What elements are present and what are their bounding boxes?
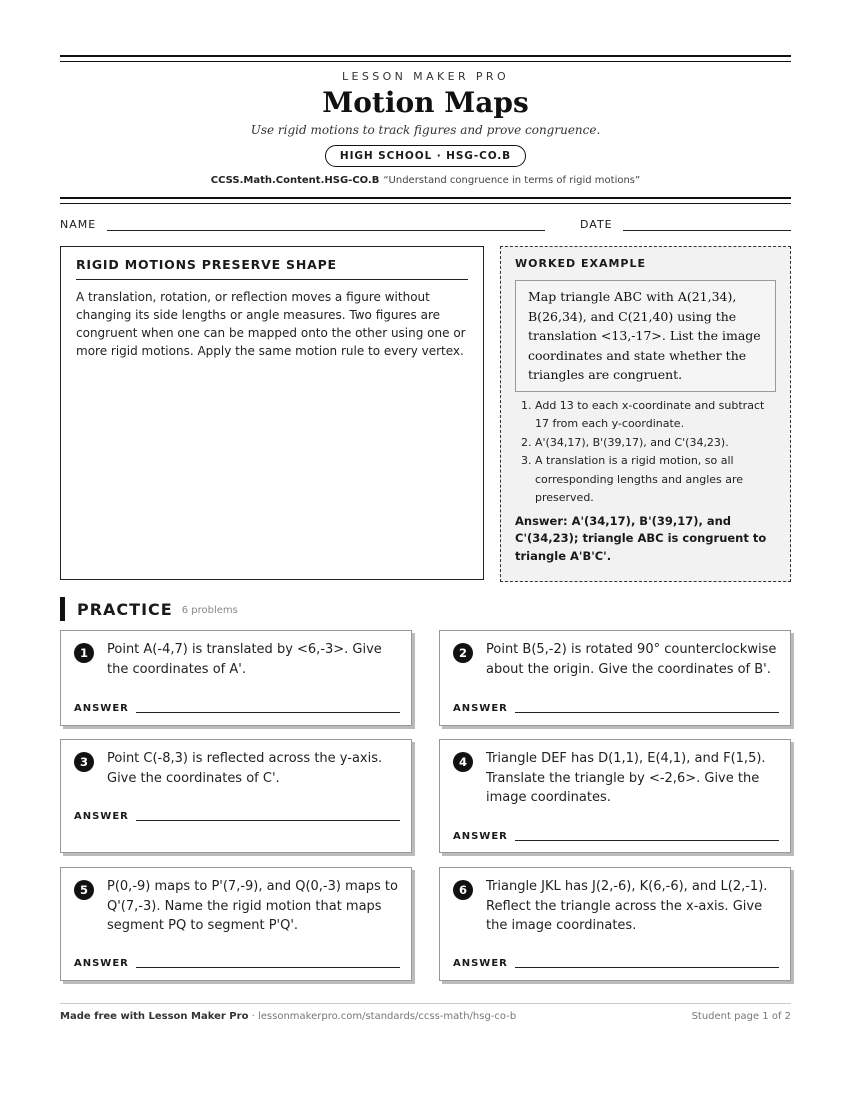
answer-label: ANSWER	[74, 958, 129, 969]
problem-text: Triangle DEF has D(1,1), E(4,1), and F(1,5). Translate the triangle by <-2,6>. Give the image coordinates.	[486, 751, 766, 805]
practice-count: 6 problems	[181, 605, 238, 616]
problem-number-badge: 4	[453, 752, 473, 772]
practice-accent-bar	[60, 597, 65, 621]
concept-box	[60, 246, 484, 580]
name-field[interactable]	[107, 230, 545, 231]
footer-separator: ·	[248, 1011, 258, 1022]
page-footer	[60, 1003, 791, 1022]
worked-example-answer: Answer: A'(34,17), B'(39,17), and C'(34,23); triangle ABC is congruent to triangle A'B'C'.	[515, 513, 767, 563]
answer-label: ANSWER	[74, 811, 129, 822]
footer-made-with: Made free with Lesson Maker Pro	[60, 1011, 249, 1022]
problem-number-badge: 6	[453, 880, 473, 900]
answer-label: ANSWER	[74, 703, 129, 714]
answer-label: ANSWER	[453, 958, 508, 969]
answer-field-1[interactable]	[136, 712, 400, 713]
problem-number-badge: 5	[74, 880, 94, 900]
problem-number-badge: 1	[74, 643, 94, 663]
problem-text: Point B(5,-2) is rotated 90° counterclockwise about the origin. Give the coordinates of B'.	[486, 642, 777, 677]
footer-page-number: Student page 1 of 2	[691, 1011, 791, 1022]
standard-code: CCSS.Math.Content.HSG-CO.B	[210, 175, 380, 186]
answer-field-6[interactable]	[515, 967, 779, 968]
problem-number-badge: 3	[74, 752, 94, 772]
concept-body: A translation, rotation, or reflection moves a figure without changing its side lengths or angle measures. Two figures are congruent when one can be mapped onto the other using one or more rigid motions. Apply the same motion rule to every vertex.	[76, 290, 466, 358]
footer-url[interactable]: lessonmakerpro.com/standards/ccss-math/hsg-co-b	[257, 1011, 517, 1022]
problem-card-2	[439, 630, 791, 726]
date-field[interactable]	[623, 230, 791, 231]
worked-example-steps	[515, 397, 776, 508]
problem-card-5	[60, 867, 412, 981]
problem-card-4	[439, 739, 791, 853]
header-double-rule	[60, 197, 791, 204]
problem-card-1	[60, 630, 412, 726]
answer-field-3[interactable]	[136, 820, 400, 821]
worked-example-step: 2. A'(34,17), B'(39,17), and C'(34,23).	[535, 434, 776, 453]
lesson-top-section	[60, 246, 791, 582]
name-label: NAME	[60, 218, 97, 231]
practice-title: PRACTICE	[77, 599, 173, 619]
worked-example-label: WORKED EXAMPLE	[515, 257, 646, 270]
date-label: DATE	[580, 218, 613, 231]
problem-text: Triangle JKL has J(2,-6), K(6,-6), and L(2,-1). Reflect the triangle across the x-axis. Give the image coordinates.	[486, 879, 768, 933]
brand-name: LESSON MAKER PRO	[341, 70, 510, 83]
problem-card-6	[439, 867, 791, 981]
grade-level-pill: HIGH SCHOOL · HSG-CO.B	[325, 145, 526, 167]
worked-example-step: 3. A translation is a rigid motion, so all corresponding lengths and angles are preserved.	[535, 452, 776, 508]
problem-text: Point A(-4,7) is translated by <6,-3>. Give the coordinates of A'.	[107, 642, 382, 677]
worked-example-step: 1. Add 13 to each x-coordinate and subtract 17 from each y-coordinate.	[535, 397, 776, 434]
worksheet-subtitle: Use rigid motions to track figures and prove congruence.	[250, 123, 601, 137]
worksheet-page	[60, 55, 791, 1022]
answer-field-2[interactable]	[515, 712, 779, 713]
problem-text: Point C(-8,3) is reflected across the y-axis. Give the coordinates of C'.	[107, 751, 383, 786]
worked-example-problem: Map triangle ABC with A(21,34), B(26,34), and C(21,40) using the translation <13,-17>. List the image coordinates and state whether the triangles are congruent.	[515, 280, 776, 392]
standard-line	[60, 174, 791, 188]
answer-label: ANSWER	[453, 703, 508, 714]
problem-text: P(0,-9) maps to P'(7,-9), and Q(0,-3) maps to Q'(7,-3). Name the rigid motion that maps segment PQ to segment P'Q'.	[107, 879, 398, 933]
concept-title: RIGID MOTIONS PRESERVE SHAPE	[76, 257, 468, 280]
name-date-row	[60, 218, 791, 236]
worksheet-header	[60, 70, 791, 188]
practice-header	[60, 597, 238, 621]
top-double-rule	[60, 55, 791, 62]
problem-card-3	[60, 739, 412, 853]
worked-example-box	[500, 246, 791, 582]
answer-field-4[interactable]	[515, 840, 779, 841]
worksheet-title: Motion Maps	[322, 86, 529, 119]
standard-description: “Understand congruence in terms of rigid motions”	[383, 175, 641, 186]
problem-number-badge: 2	[453, 643, 473, 663]
answer-field-5[interactable]	[136, 967, 400, 968]
answer-label: ANSWER	[453, 831, 508, 842]
